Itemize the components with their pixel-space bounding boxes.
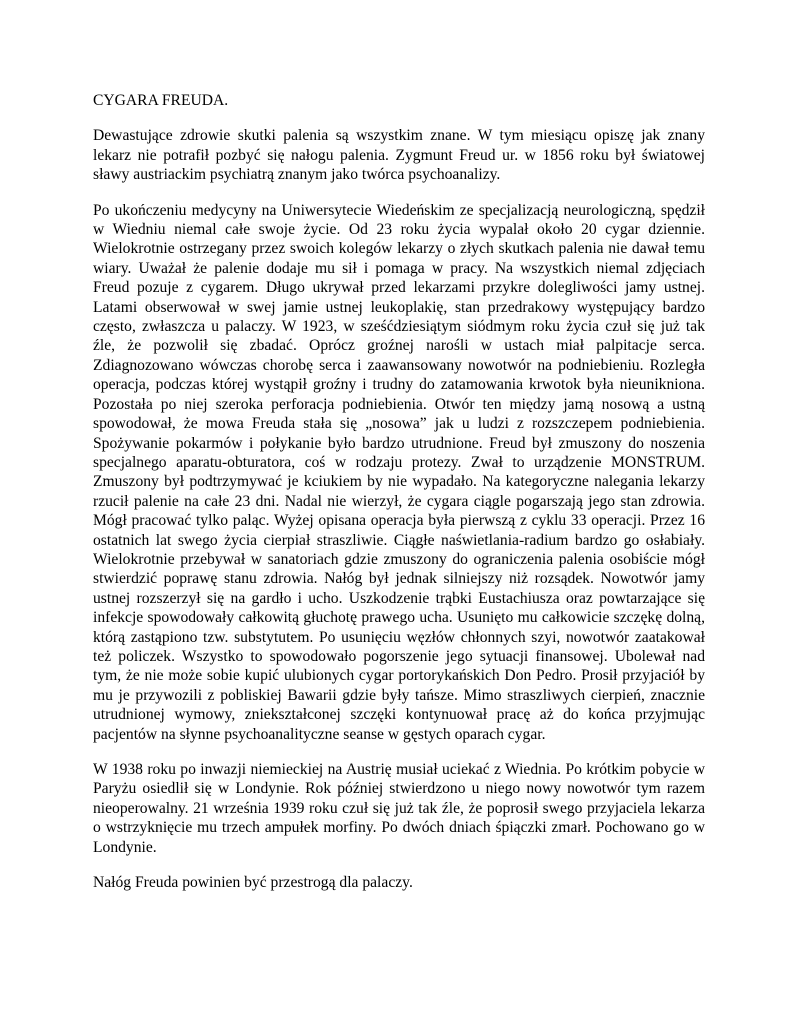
text-line: W 1938 roku po inwazji niemieckiej na Austrię musiał uciekać z Wiednia. Po krótkim pobycie w (93, 761, 705, 778)
text-line: pacjentów na słynne psychoanalityczne seanse w gęstych oparach cygar. (93, 725, 546, 743)
text-line: Wielokrotnie przebywał w sanatoriach gdzie zmuszony do ograniczenia palenia osobiście mógł (93, 550, 705, 568)
text-line: sławy austriackim psychiatrą znanym jako twórca psychoanalizy. (93, 166, 501, 184)
text-line: operacja, podczas której wystąpił groźny i trudny do zatamowania krwotok była nieunikniona. (93, 376, 705, 394)
text-line: często, zwłaszcza u palaczy. W 1923, w sześćdziesiątym siódmym roku życia czuł się już tak (93, 318, 705, 336)
text-line: Latami obserwował w swej jamie ustnej leukoplakię, stan przedrakowy występujący bardzo (93, 298, 705, 316)
text-line: Zmuszony był podtrzymywać je kciukiem by nie wypadało. Na kategoryczne nalegania lekarzy (93, 473, 705, 491)
text-line: Spożywanie pokarmów i połykanie było bardzo utrudnione. Freud był zmuszony do noszenia (93, 434, 705, 452)
text-line: Mógł pracować tylko paląc. Wyżej opisana operacja była pierwszą z cyklu 33 operacji. Przez 16 (93, 512, 705, 530)
text-line: nieoperowalny. 21 września 1939 roku czuł się już tak źle, że poprosił swego przyjaciela lekarza (93, 799, 705, 817)
text-line: stwierdzić poprawę stanu zdrowia. Nałóg był jednak silniejszy niż rozsądek. Nowotwór jamy (93, 570, 705, 588)
paragraphs-container (93, 126, 705, 892)
text-line: Paryżu osiedlił się w Londynie. Rok później stwierdzono u niego nowy nowotwór tym razem (93, 780, 705, 798)
text-line: spowodował, że mowa Freuda stała się „nosowa” jak u ludzi z rozszczepem podniebienia. (93, 415, 705, 433)
text-line: mu je przywozili z pobliskiej Bawarii gdzie były tańsze. Mimo straszliwych cierpień, znacznie (93, 686, 705, 704)
paragraph (93, 760, 705, 857)
paragraph (93, 126, 705, 184)
paragraph (93, 873, 705, 892)
text-line: którą zastąpiono tzw. substytutem. Po usunięciu węzłów chłonnych szyi, nowotwór zaatakował (93, 628, 705, 646)
text-line: utrudnionej wymowy, zniekształconej szczęki kontynuował pracę aż do końca przyjmując (93, 706, 705, 724)
text-line: Zdiagnozowano wówczas chorobę serca i zaawansowany nowotwór na podniebieniu. Rozległa (93, 356, 705, 374)
text-line: Dewastujące zdrowie skutki palenia są wszystkim znane. W tym miesiącu opiszę jak znany (93, 127, 705, 145)
text-line: infekcje spowodowały całkowitą głuchotę prawego ucha. Usunięto mu całkowicie szczękę dolną, (93, 609, 705, 627)
document-body (93, 91, 705, 908)
text-line: źle, że pozwolił się zbadać. Oprócz groźnej narośli w ustach miał palpitacje serca. (93, 337, 705, 355)
text-line: Freud pozuje z cygarem. Długo ukrywał przed lekarzami przykre dolegliwości jamy ustnej. (93, 279, 705, 297)
text-line: o wstrzyknięcie mu trzech ampułek morfiny. Po dwóch dniach śpiączki zmarł. Pochowano go w (93, 819, 705, 837)
text-line: wiary. Uważał że palenie dodaje mu sił i pomaga w pracy. Na wszystkich niemal zdjęciach (93, 259, 705, 277)
text-line: ustnej rozszerzył się na gardło i ucho. Uszkodzenie trąbki Eustachiusza oraz powtarzające się (93, 589, 705, 607)
text-line: Nałóg Freuda powinien być przestrogą dla palaczy. (93, 874, 413, 892)
text-line: Pozostała po niej szeroka perforacja podniebienia. Otwór ten między jamą nosową a ustną (93, 395, 705, 413)
paragraph (93, 201, 705, 744)
text-line: lekarz nie potrafił pozbyć się nałogu palenia. Zygmunt Freud ur. w 1856 roku był światowej (93, 146, 705, 164)
text-line: rzucił palenie na całe 23 dni. Nadal nie wierzył, że cygara ciągle pogarszają jego stan zdrowia. (93, 492, 705, 510)
text-line: specjalnego aparatu-obturatora, coś w rodzaju protezy. Zwał to urządzenie MONSTRUM. (93, 453, 705, 471)
text-line: tym, że nie może sobie kupić ulubionych cygar portorykańskich Don Pedro. Prosił przyjaciół by (93, 667, 705, 685)
text-line: też policzek. Wszystko to spowodowało pogorszenie jego sytuacji finansowej. Ubolewał nad (93, 647, 705, 665)
text-line: Wielokrotnie ostrzegany przez swoich kolegów lekarzy o złych skutkach palenia nie dawał temu (93, 240, 705, 258)
text-line: ostatnich lat swego życia cierpiał straszliwie. Ciągłe naświetlania-radium bardzo go osłabiały. (93, 531, 705, 549)
text-line: Londynie. (93, 838, 157, 856)
text-line: Po ukończeniu medycyny na Uniwersytecie Wiedeńskim ze specjalizacją neurologiczną, spędził (93, 201, 705, 219)
text-line: w Wiedniu niemal całe swoje życie. Od 23 roku życia wypalał około 20 cygar dziennie. (93, 221, 705, 239)
document-title: CYGARA FREUDA. (93, 92, 229, 109)
